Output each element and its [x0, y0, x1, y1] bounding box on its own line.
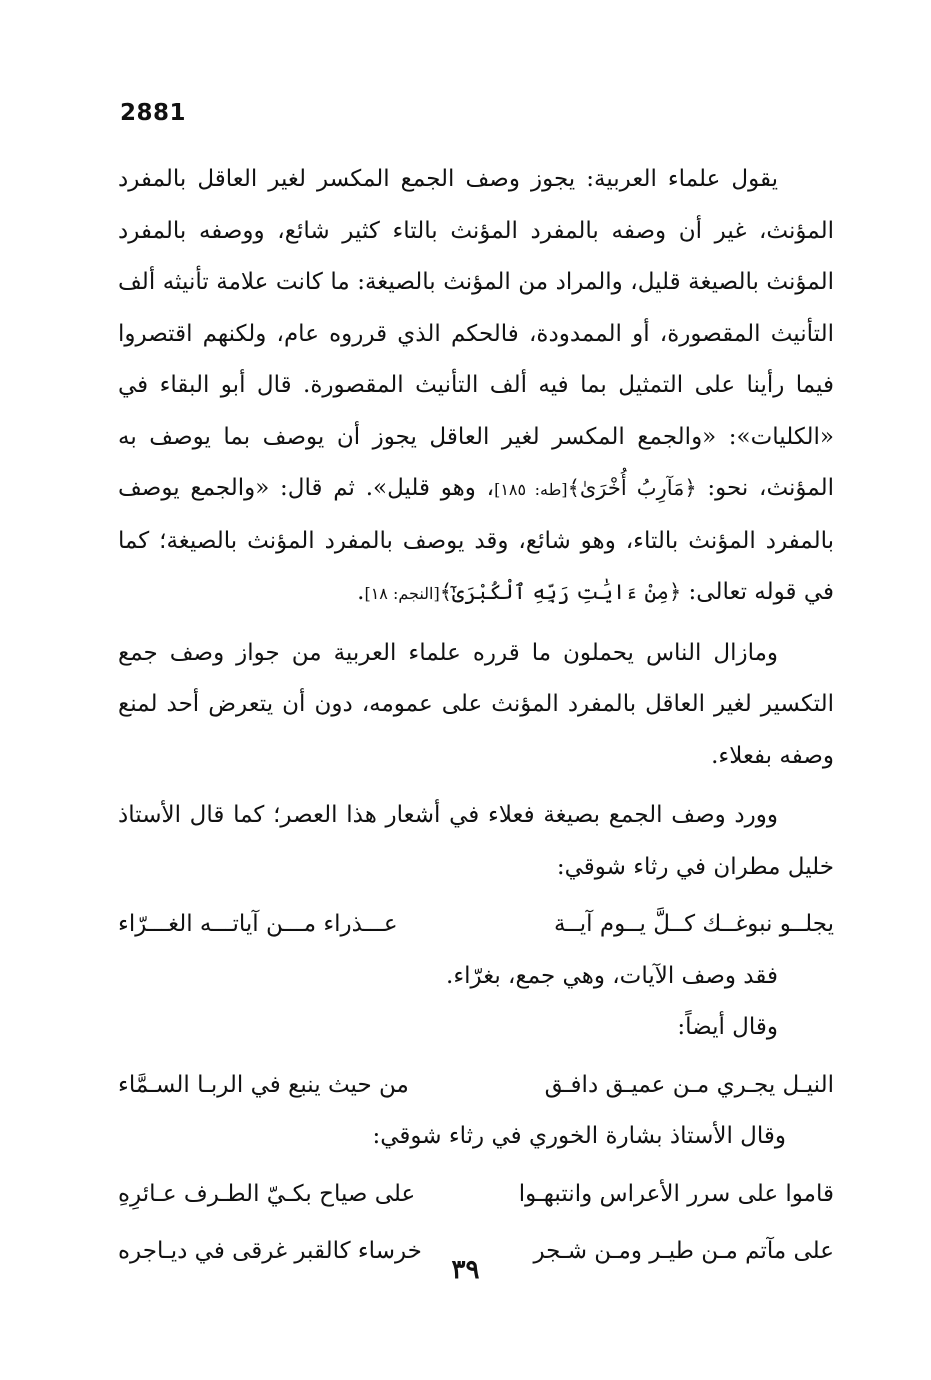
verse-3-second-hemistich: على صياح بكـيّ الطـرف عـائرِهِ: [118, 1180, 416, 1207]
verse-4-first-hemistich: على مآتم مـن طيـر ومـن شـجر: [533, 1238, 834, 1264]
page-number-top: 2881: [120, 100, 187, 126]
verse-2-first-hemistich: النيـل يجـري مـن عميـق دافـق: [544, 1071, 834, 1098]
verse-1-second-hemistich: عـــذراء مـــن آياتـــه الغـــرّاء: [118, 911, 398, 937]
poem-verse-2: [118, 1060, 834, 1112]
page-number-bottom: ٣٩: [451, 1255, 480, 1285]
poem-verse-1: [118, 899, 834, 951]
paragraph-1-part2: ، وهو قليل». ثم قال: «والجمع يوصف بالمفرد المؤنث بالتاء، وهو شائع، وقد يوصف بالمفرد المؤنث بالصيغة؛ كما في قوله تعالى:: [118, 475, 834, 605]
paragraph-1-part1: يقول علماء العربية: يجوز وصف الجمع المكسر لغير العاقل بالمفرد المؤنث، غير أن وصفه بالمفرد المؤنث بالتاء كثير شائع، ووصفه بالمفرد المؤنث بالصيغة قليل، والمراد من المؤنث بالصيغة: ما كانت علامة تأنيثه ألف التأنيث المقصورة، أو الممدودة، فالحكم الذي قرروه عام، ولكنهم اقتصروا فيما رأينا على التمثيل بما فيه ألف التأنيث المقصورة. قال أبو البقاء في «الكليات»: «والجمع المكسر لغير العاقل يجوز أن يوصف بما يوصف به المؤنث، نحو:: [118, 166, 835, 501]
paragraph-3: وورد وصف الجمع بصيغة فعلاء في أشعار هذا العصر؛ كما قال الأستاذ خليل مطران في رثاء شوقي:: [118, 802, 834, 880]
verse-3-first-hemistich: قاموا على سرر الأعراس وانتبهـوا: [518, 1180, 834, 1207]
verse-4-second-hemistich: خرساء كالقبر غرقى في ديـاجره: [118, 1238, 422, 1264]
quran-reference-2: [النجم: ١٨]: [364, 584, 440, 603]
verse-1-first-hemistich: يجلــو نبوغــك كــلَّ يــوم آيــة: [553, 911, 834, 937]
paragraph-5: وقال أيضاً:: [677, 1014, 778, 1040]
paragraph-6: وقال الأستاذ بشارة الخوري في رثاء شوقي:: [372, 1123, 786, 1149]
paragraph-1: [118, 154, 834, 620]
paragraph-2: ومازال الناس يحملون ما قرره علماء العربية من جواز وصف جمع التكسير لغير العاقل بالمفرد المؤنث على عمومه، دون أن يتعرض أحد لمنع وصفه بفعلاء.: [118, 639, 834, 769]
quran-quote-2: ﴿مِنْ ءَايَٰتِ رَبِّهِ ٱلْكُبْرَىٰٓ﴾: [439, 580, 682, 604]
body-text: [118, 154, 834, 1278]
verse-2-second-hemistich: من حيث ينبع في الربـا السـمَّاء: [118, 1071, 409, 1098]
paragraph-4: فقد وصف الآيات، وهي جمع، بغرّاء.: [446, 962, 778, 989]
paragraph-1-end: .: [357, 579, 365, 605]
quran-quote-1: ﴿مَآرِبُ أُخْرَىٰ﴾: [567, 476, 697, 500]
quran-reference-1: [طه: ١٨٥]: [494, 480, 568, 499]
poem-verse-3: [118, 1169, 834, 1221]
